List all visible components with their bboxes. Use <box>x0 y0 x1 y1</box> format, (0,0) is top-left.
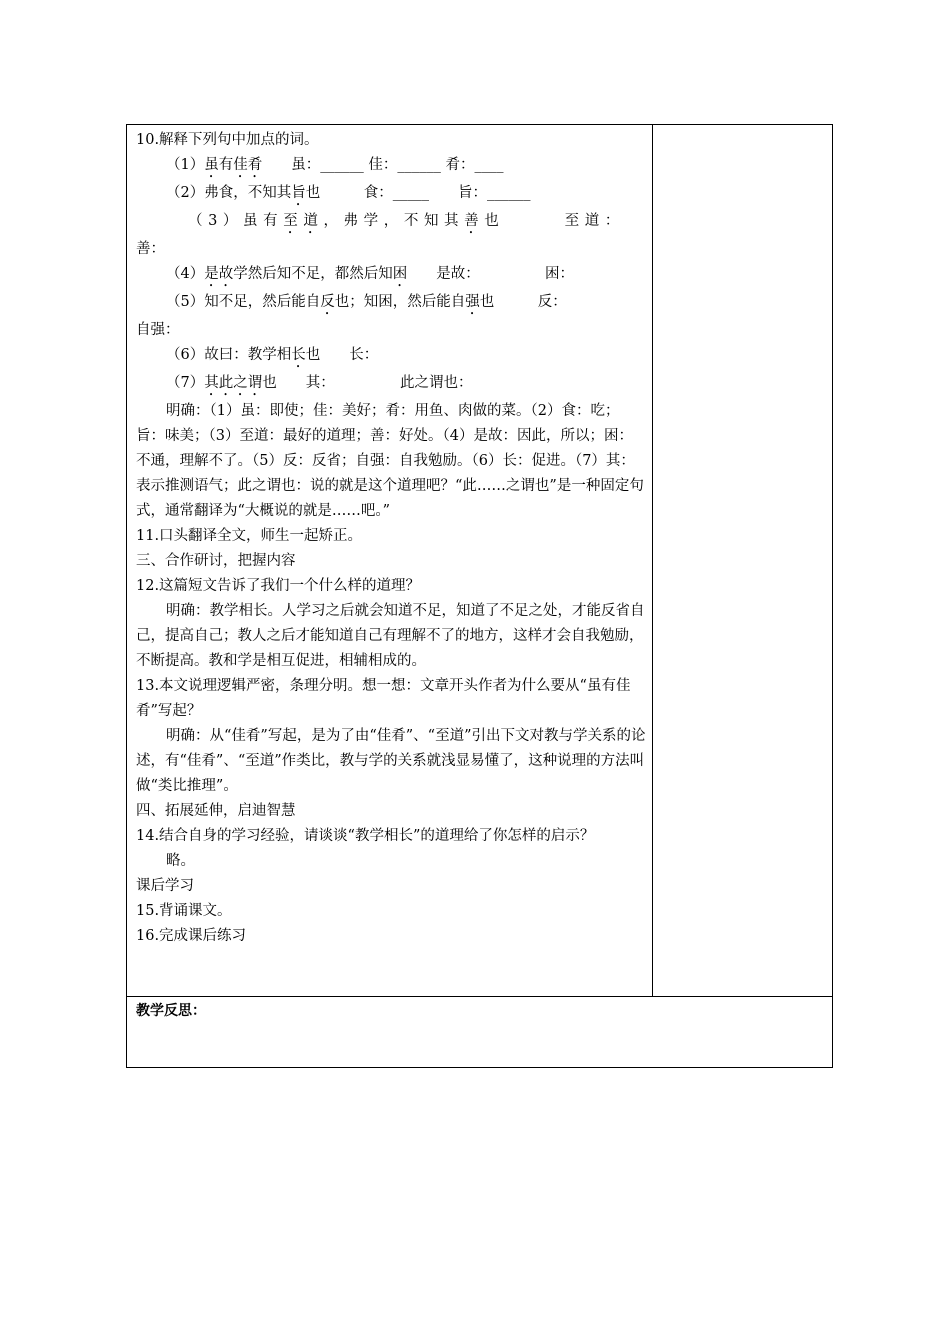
item-5-text: 也；知困，然后能自 <box>334 294 466 310</box>
task-14: 14.结合自身的学习经验，请谈谈“教学相长”的道理给了你怎样的启示？ <box>136 828 595 844</box>
dotted-word: 之 <box>233 375 248 391</box>
item-4-number: （4） <box>166 266 205 282</box>
task-12: 12.这篇短文告诉了我们一个什么样的道理？ <box>136 578 421 594</box>
item-4-blanks: 是故： 困： <box>407 266 574 282</box>
dotted-word: 此 <box>218 375 234 391</box>
item-1-blanks: 虽：______ 佳：______ 肴：____ <box>262 157 504 173</box>
item-6 <box>136 343 646 371</box>
item-7-blanks: 也 其： 此之谓也： <box>262 375 473 391</box>
item-6-text: （6）故曰：教学相 <box>166 347 292 363</box>
answer-10: 明确：（1）虽：即使；佳：美好；肴：用鱼、肉做的菜。（2）食：吃；旨：味美；（3）至道：最好的道理；善：好处。（4）是故：因此，所以；困：不通，理解不了。（5）反：反省；自强：自我勉励。（6）长：促进。（7）其：表示推测语气；此之谓也：说的就是这个道理吧？“此……之谓也”是一种固定句式，通常翻译为“大概说的就是……吧。” <box>136 403 644 519</box>
item-1-text: 有 <box>218 157 234 173</box>
task-11: 11.口头翻译全文，师生一起矫正。 <box>136 528 363 544</box>
answer-12: 明确：教学相长。人学习之后就会知道不足，知道了不足之处，才能反省自己，提高自己；教人之后才能知道自己有理解不了的地方，这样才会自我勉励，不断提高。教和学是相互促进，相辅相成的。 <box>136 603 645 669</box>
item-5-continuation: 自强： <box>136 322 180 338</box>
item-2 <box>136 181 646 209</box>
dotted-word: 虽 <box>204 157 219 173</box>
item-3-text: ，弗学，不知其 <box>323 213 465 229</box>
item-7 <box>136 371 646 399</box>
section-4-heading: 四、拓展延伸，启迪智慧 <box>136 803 296 819</box>
dotted-word: 肴 <box>247 157 263 173</box>
item-1 <box>136 153 646 181</box>
item-3 <box>136 209 646 237</box>
row-divider <box>126 996 833 997</box>
task-13: 13.本文说理逻辑严密，条理分明。想一想：文章开头作者为什么要从“虽有佳肴”写起？ <box>136 678 631 719</box>
section-3-heading: 三、合作研讨，把握内容 <box>136 553 296 569</box>
task-15: 15.背诵课文。 <box>136 903 232 919</box>
dotted-word: 是 <box>204 266 219 282</box>
dotted-word: 长 <box>291 347 306 363</box>
dotted-word: 反 <box>320 294 335 310</box>
item-5-text: （5）知不足，然后能自 <box>166 294 321 310</box>
lesson-content-cell <box>136 128 646 949</box>
item-6-blanks: 也 长： <box>305 347 379 363</box>
item-5 <box>136 290 646 318</box>
dotted-word: 善 <box>464 213 485 229</box>
task-16: 16.完成课后练习 <box>136 928 247 944</box>
dotted-word: 旨 <box>291 185 306 201</box>
item-2-text: （2）弗食，不知其 <box>166 185 292 201</box>
answer-14: 略。 <box>166 853 195 869</box>
teaching-reflection-label: 教学反思： <box>136 1003 206 1019</box>
item-2-blanks: 也 食：_____ 旨：______ <box>305 185 531 201</box>
item-3-continuation: 善： <box>136 241 165 257</box>
dotted-word: 其 <box>204 375 219 391</box>
item-3-blanks: 也 至道： <box>484 213 625 229</box>
item-5-blanks: 也 反： <box>479 294 567 310</box>
dotted-word: 故 <box>218 266 234 282</box>
item-4-text: 学然后知不足，都然后知 <box>233 266 393 282</box>
item-3-text: （3）虽有 <box>188 213 284 229</box>
task-10-heading: 10.解释下列句中加点的词。 <box>136 132 319 148</box>
dotted-word: 道 <box>303 213 324 229</box>
dotted-word: 强 <box>465 294 480 310</box>
item-4 <box>136 262 646 290</box>
item-7-number: （7） <box>166 375 205 391</box>
dotted-word: 谓 <box>247 375 263 391</box>
dotted-word: 至 <box>283 213 304 229</box>
dotted-word: 佳 <box>233 157 248 173</box>
item-1-number: （1） <box>166 157 205 173</box>
dotted-word: 困 <box>392 266 408 282</box>
after-class-heading: 课后学习 <box>136 878 194 894</box>
column-divider <box>652 124 653 996</box>
answer-13: 明确：从“佳肴”写起，是为了由“佳肴”、“至道”引出下文对教与学关系的论述，有“佳肴”、“至道”作类比，教与学的关系就浅显易懂了，这种说理的方法叫做“类比推理”。 <box>136 728 646 794</box>
